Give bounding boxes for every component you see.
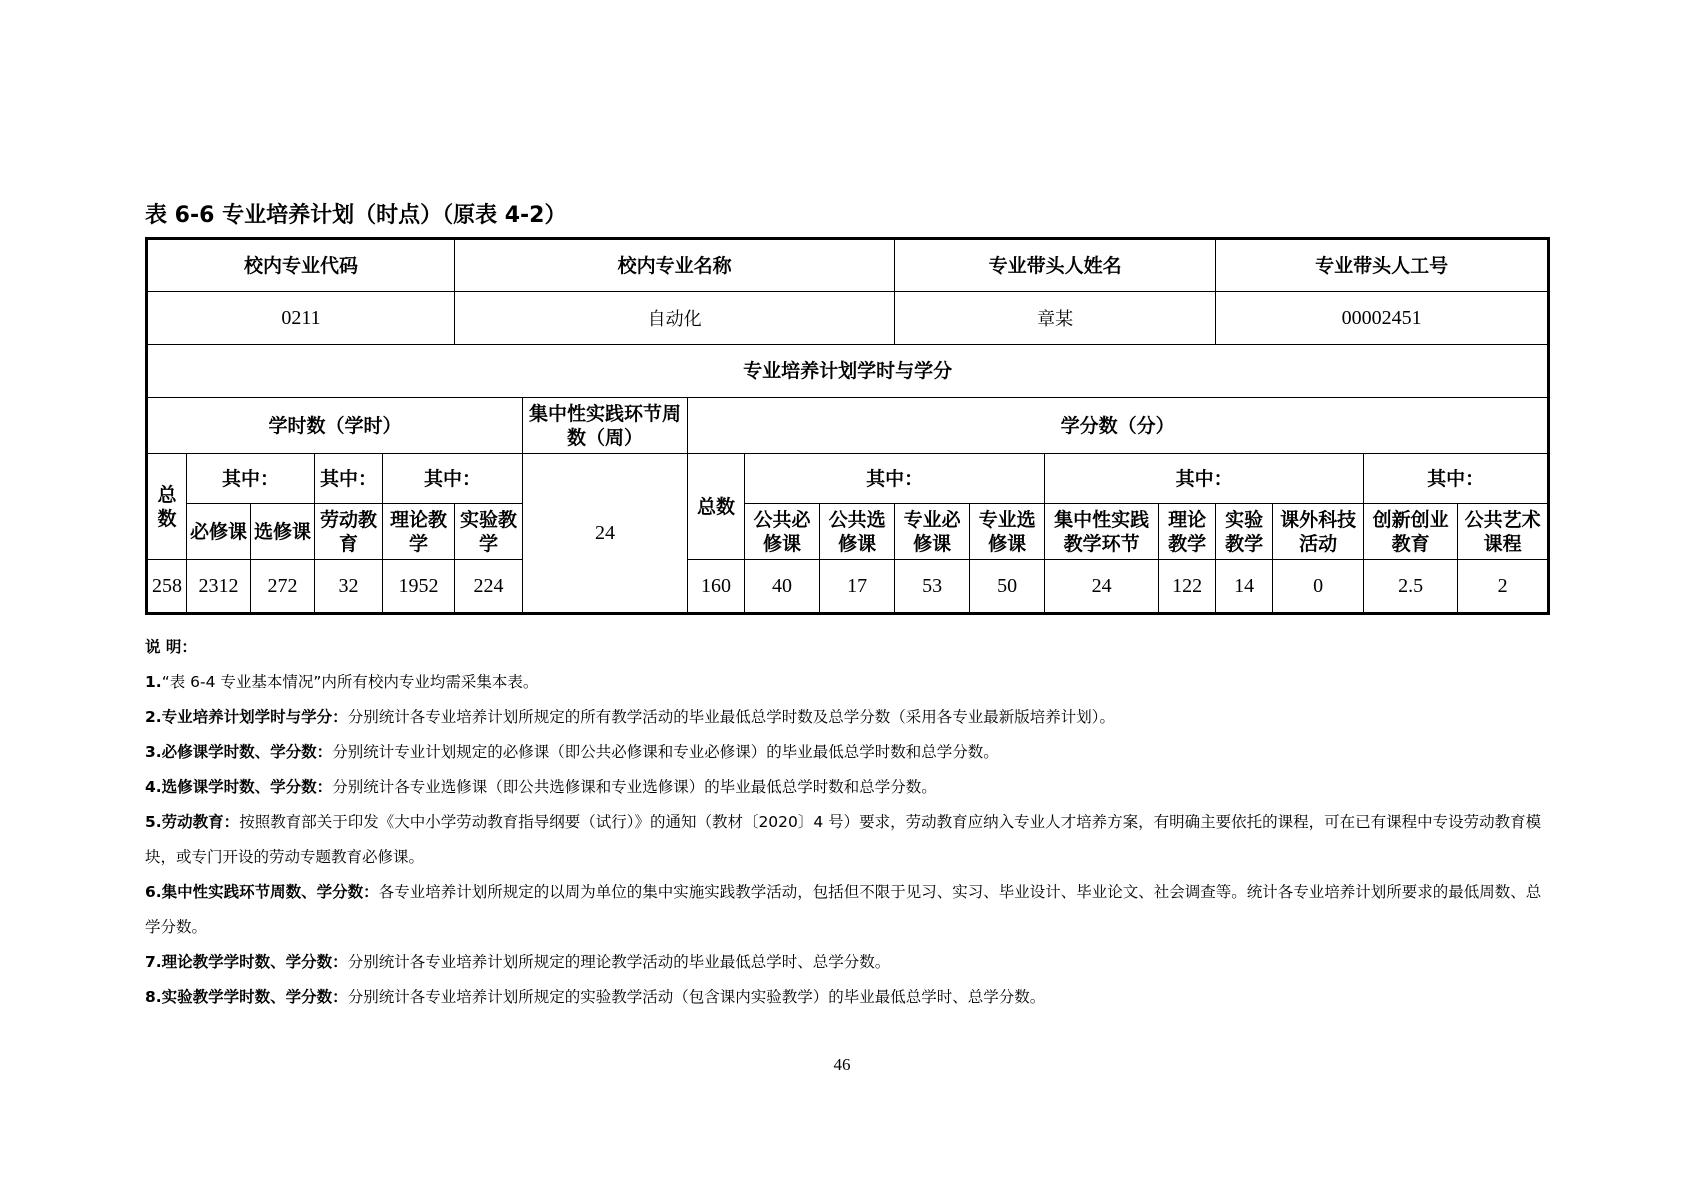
notes-heading: 说 明： [145, 638, 197, 656]
col-experiment-teaching: 实验教学 [455, 504, 523, 560]
leader-name-value: 章某 [895, 292, 1216, 345]
col-public-required: 公共必修课 [745, 504, 820, 560]
info-value-row [147, 292, 1549, 345]
elective-hours-value: 272 [251, 560, 315, 614]
header-major-name: 校内专业名称 [455, 239, 895, 292]
note-text: “表 6-4 专业基本情况”内所有校内专业均需采集本表。 [161, 673, 539, 691]
hours-subgroup-2: 其中： [315, 454, 383, 504]
table-title: 表 6-6 专业培养计划（时点）（原表 4-2） [145, 203, 567, 228]
note-item [145, 665, 1547, 700]
major-code-value: 0211 [147, 292, 455, 345]
header-leader-name: 专业带头人姓名 [895, 239, 1216, 292]
col-practice-segment: 集中性实践教学环节 [1045, 504, 1159, 560]
hours-subgroup-3: 其中： [383, 454, 523, 504]
col-major-required: 专业必修课 [895, 504, 970, 560]
note-item [145, 700, 1547, 735]
note-item [145, 945, 1547, 980]
header-major-code: 校内专业代码 [147, 239, 455, 292]
theory-credits-value: 122 [1159, 560, 1216, 614]
note-label: 1. [145, 673, 162, 691]
weeks-value: 24 [523, 454, 688, 614]
training-plan-table [145, 237, 1550, 615]
note-item [145, 980, 1547, 1015]
hours-total-value: 258 [147, 560, 187, 614]
info-header-row [147, 239, 1549, 292]
hours-total-header: 总数 [147, 454, 187, 560]
note-item [145, 875, 1547, 945]
notes-section [145, 630, 1547, 1015]
col-extracurricular: 课外科技活动 [1273, 504, 1364, 560]
page-number: 46 [833, 1055, 851, 1074]
extracurricular-value: 0 [1273, 560, 1364, 614]
note-text: 按照教育部关于印发《大中小学劳动教育指导纲要（试行）》的通知（教材〔2020〕4 号）要求，劳动教育应纳入专业人才培养方案，有明确主要依托的课程，可在已有课程中专设劳动教育模块，或专门开设的劳动专题教育必修课。 [145, 813, 1542, 866]
note-text: 分别统计各专业培养计划所规定的实验教学活动（包含课内实验教学）的毕业最低总学时、总学分数。 [347, 988, 1046, 1006]
col-public-art: 公共艺术课程 [1458, 504, 1549, 560]
practice-credits-value: 24 [1045, 560, 1159, 614]
experiment-credits-value: 14 [1216, 560, 1273, 614]
col-required-courses: 必修课 [187, 504, 251, 560]
credits-group-header: 学分数（分） [688, 398, 1549, 454]
note-text: 各专业培养计划所规定的以周为单位的集中实施实践教学活动，包括但不限于见习、实习、毕业设计、毕业论文、社会调查等。统计各专业培养计划所要求的最低周数、总学分数。 [145, 883, 1542, 936]
group-header-row [147, 398, 1549, 454]
col-major-elective: 专业选修课 [970, 504, 1045, 560]
weeks-group-header: 集中性实践环节周数（周） [523, 398, 688, 454]
experiment-hours-value: 224 [455, 560, 523, 614]
col-public-elective: 公共选修课 [820, 504, 895, 560]
required-hours-value: 2312 [187, 560, 251, 614]
note-text: 分别统计各专业培养计划所规定的所有教学活动的毕业最低总学时数及总学分数（采用各专业最新版培养计划）。 [347, 708, 1115, 726]
header-leader-id: 专业带头人工号 [1216, 239, 1549, 292]
labor-hours-value: 32 [315, 560, 383, 614]
major-name-value: 自动化 [455, 292, 895, 345]
public-elective-value: 17 [820, 560, 895, 614]
note-item [145, 770, 1547, 805]
note-text: 分别统计各专业培养计划所规定的理论教学活动的毕业最低总学时、总学分数。 [347, 953, 891, 971]
credits-total-header: 总数 [688, 454, 745, 560]
theory-hours-value: 1952 [383, 560, 455, 614]
hours-subgroup-1: 其中： [187, 454, 315, 504]
note-label: 3.必修课学时数、学分数： [145, 743, 333, 761]
leader-id-value: 00002451 [1216, 292, 1549, 345]
column-header-row [147, 504, 1549, 560]
note-item [145, 735, 1547, 770]
note-label: 5.劳动教育： [145, 813, 240, 831]
public-art-value: 2 [1458, 560, 1549, 614]
major-elective-value: 50 [970, 560, 1045, 614]
note-label: 6.集中性实践环节周数、学分数： [145, 883, 379, 901]
note-item [145, 805, 1547, 875]
col-credits-experiment: 实验教学 [1216, 504, 1273, 560]
credits-subgroup-2: 其中： [1045, 454, 1364, 504]
col-credits-theory: 理论教学 [1159, 504, 1216, 560]
section-title: 专业培养计划学时与学分 [147, 345, 1549, 398]
note-label: 2.专业培养计划学时与学分： [145, 708, 348, 726]
subgroup-header-row [147, 454, 1549, 504]
note-text: 分别统计各专业选修课（即公共选修课和专业选修课）的毕业最低总学时数和总学分数。 [332, 778, 937, 796]
data-row [147, 560, 1549, 614]
col-elective-courses: 选修课 [251, 504, 315, 560]
credits-subgroup-3: 其中： [1364, 454, 1549, 504]
innovation-value: 2.5 [1364, 560, 1458, 614]
note-label: 8.实验教学学时数、学分数： [145, 988, 348, 1006]
section-title-row [147, 345, 1549, 398]
public-required-value: 40 [745, 560, 820, 614]
credits-subgroup-1: 其中： [745, 454, 1045, 504]
note-label: 4.选修课学时数、学分数： [145, 778, 333, 796]
note-text: 分别统计专业计划规定的必修课（即公共必修课和专业必修课）的毕业最低总学时数和总学分数。 [332, 743, 999, 761]
credits-total-value: 160 [688, 560, 745, 614]
col-innovation: 创新创业教育 [1364, 504, 1458, 560]
major-required-value: 53 [895, 560, 970, 614]
hours-group-header: 学时数（学时） [147, 398, 523, 454]
col-labor-education: 劳动教育 [315, 504, 383, 560]
note-label: 7.理论教学学时数、学分数： [145, 953, 348, 971]
col-theory-teaching: 理论教学 [383, 504, 455, 560]
